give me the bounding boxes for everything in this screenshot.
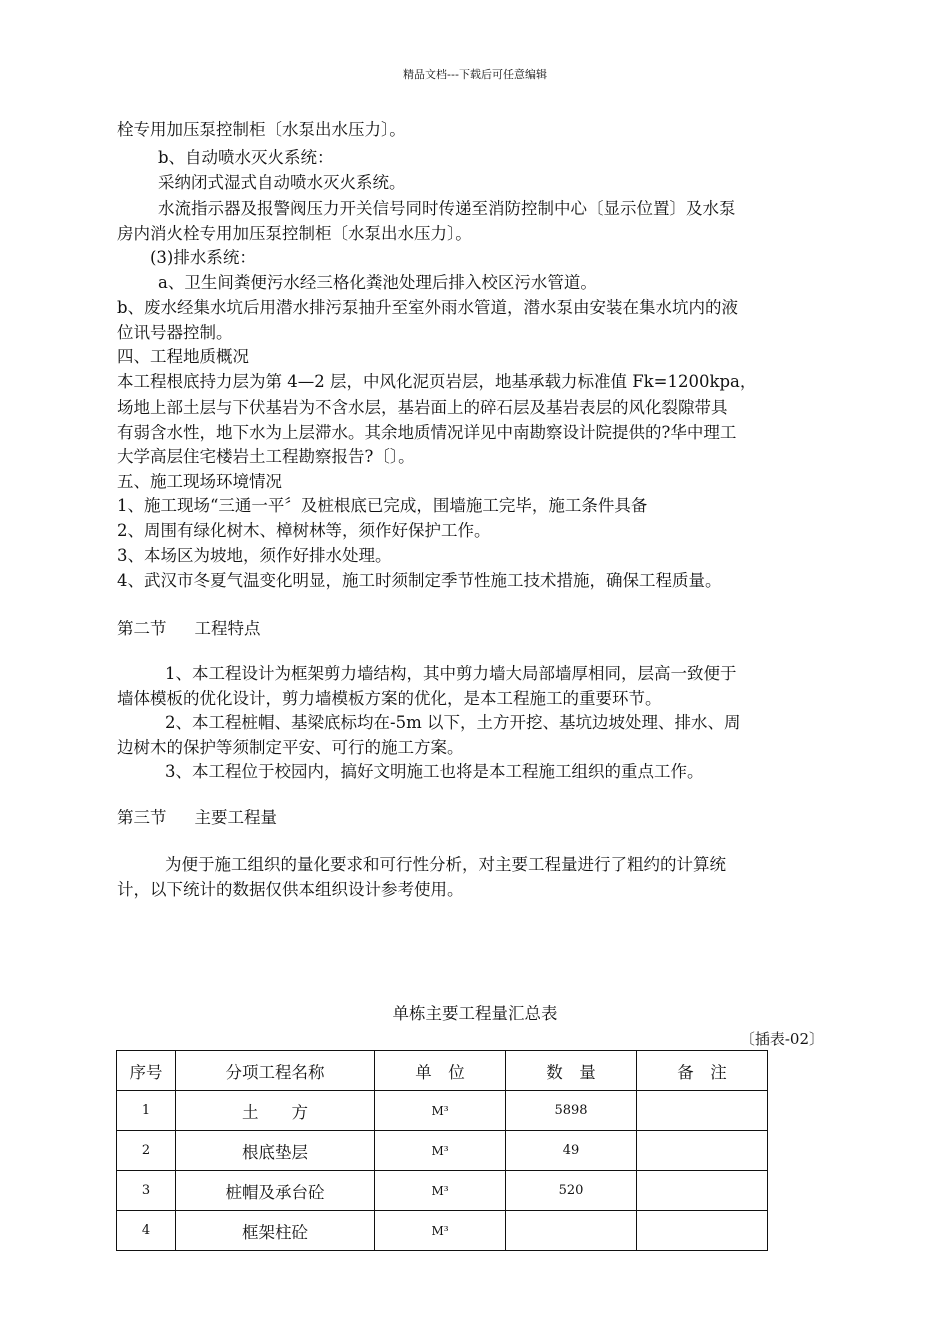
text-line: b、自动喷水灭火系统： (158, 148, 334, 167)
text-line: 计，以下统计的数据仅供本组织设计参考使用。 (117, 880, 464, 899)
text-line: 2、周围有绿化树木、樟树林等，须作好保护工作。 (117, 521, 491, 540)
text-line: 边树木的保护等须制定平安、可行的施工方案。 (117, 738, 464, 757)
cell-quantity (506, 1211, 637, 1251)
col-header-quantity: 数 量 (506, 1051, 637, 1091)
text-line: 大学高层住宅楼岩土工程勘察报告?〔〕。 (117, 447, 415, 466)
col-header-index: 序号 (117, 1051, 176, 1091)
text-line: 采纳闭式湿式自动喷水灭火系统。 (158, 173, 406, 192)
cell-index: 1 (117, 1091, 176, 1131)
page-header: 精品文档---下载后可任意编辑 (403, 68, 547, 81)
text-line: 位讯号器控制。 (117, 323, 233, 342)
text-line: a、卫生间粪便污水经三格化粪池处理后排入校区污水管道。 (158, 273, 597, 292)
text-line: 1、施工现场“三通一平〞及桩根底已完成，围墙施工完毕，施工条件具备 (117, 496, 648, 515)
table-header-row (117, 1051, 768, 1091)
cell-index: 4 (117, 1211, 176, 1251)
cell-quantity: 520 (506, 1171, 637, 1211)
col-header-remarks: 备 注 (637, 1051, 768, 1091)
cell-remarks (637, 1171, 768, 1211)
text-line: 为便于施工组织的量化要求和可行性分析，对主要工程量进行了粗约的计算统 (165, 855, 726, 874)
text-line: 3、本工程位于校园内，搞好文明施工也将是本工程施工组织的重点工作。 (165, 762, 704, 781)
section-3-title: 主要工程量 (194, 808, 277, 827)
text-line: 1、本工程设计为框架剪力墙结构，其中剪力墙大局部墙厚相同，层高一致便于 (165, 664, 737, 683)
cell-index: 3 (117, 1171, 176, 1211)
cell-item-name: 根底垫层 (176, 1131, 375, 1171)
text-line: 场地上部土层与下伏基岩为不含水层，基岩面上的碎石层及基岩表层的风化裂隙带具 (117, 398, 728, 417)
text-line: b、废水经集水坑后用潜水排污泵抽升至室外雨水管道，潜水泵由安装在集水坑内的液 (117, 298, 739, 317)
text-line: (3)排水系统： (150, 248, 256, 267)
cell-remarks (637, 1131, 768, 1171)
table-row (117, 1211, 768, 1251)
section-2-number: 第二节 (117, 619, 167, 638)
text-line: 2、本工程桩帽、基梁底标均在-5m 以下，土方开挖、基坑边坡处理、排水、周 (165, 713, 741, 732)
text-line: 栓专用加压泵控制柜〔水泵出水压力〕。 (117, 120, 406, 139)
text-line: 3、本场区为坡地，须作好排水处理。 (117, 546, 392, 565)
table-tag: 〔插表-02〕 (739, 1030, 824, 1048)
cell-item-name: 土 方 (176, 1091, 375, 1131)
cell-unit: M³ (375, 1131, 506, 1171)
section-3-heading (117, 806, 277, 830)
text-line: 墙体模板的优化设计，剪力墙模板方案的优化，是本工程施工的重要环节。 (117, 689, 662, 708)
section-3-number: 第三节 (117, 808, 167, 827)
cell-item-name: 框架柱砼 (176, 1211, 375, 1251)
table-row (117, 1131, 768, 1171)
text-line: 有弱含水性，地下水为上层滞水。其余地质情况详见中南勘察设计院提供的?华中理工 (117, 423, 737, 442)
cell-unit: M³ (375, 1211, 506, 1251)
section-2-title: 工程特点 (194, 619, 261, 638)
col-header-unit: 单 位 (375, 1051, 506, 1091)
table-title: 单栋主要工程量汇总表 (392, 1004, 558, 1023)
text-line: 本工程根底持力层为第 4—2 层，中风化泥页岩层，地基承载力标准值 Fk=1200kpa， (117, 372, 757, 391)
cell-remarks (637, 1091, 768, 1131)
section-heading: 四、工程地质概况 (117, 347, 249, 366)
cell-quantity: 5898 (506, 1091, 637, 1131)
cell-unit: M³ (375, 1171, 506, 1211)
col-header-item-name: 分项工程名称 (176, 1051, 375, 1091)
quantity-table (116, 1050, 768, 1251)
cell-unit: M³ (375, 1091, 506, 1131)
cell-item-name: 桩帽及承台砼 (176, 1171, 375, 1211)
section-2-heading (117, 617, 261, 641)
section-heading: 五、施工现场环境情况 (117, 472, 282, 491)
cell-index: 2 (117, 1131, 176, 1171)
text-line: 4、武汉市冬夏气温变化明显，施工时须制定季节性施工技术措施，确保工程质量。 (117, 571, 722, 590)
text-line: 房内消火栓专用加压泵控制柜〔水泵出水压力〕。 (117, 224, 472, 243)
text-line: 水流指示器及报警阀压力开关信号同时传递至消防控制中心〔显示位置〕及水泵 (158, 199, 736, 218)
cell-remarks (637, 1211, 768, 1251)
table-row (117, 1091, 768, 1131)
table-row (117, 1171, 768, 1211)
cell-quantity: 49 (506, 1131, 637, 1171)
